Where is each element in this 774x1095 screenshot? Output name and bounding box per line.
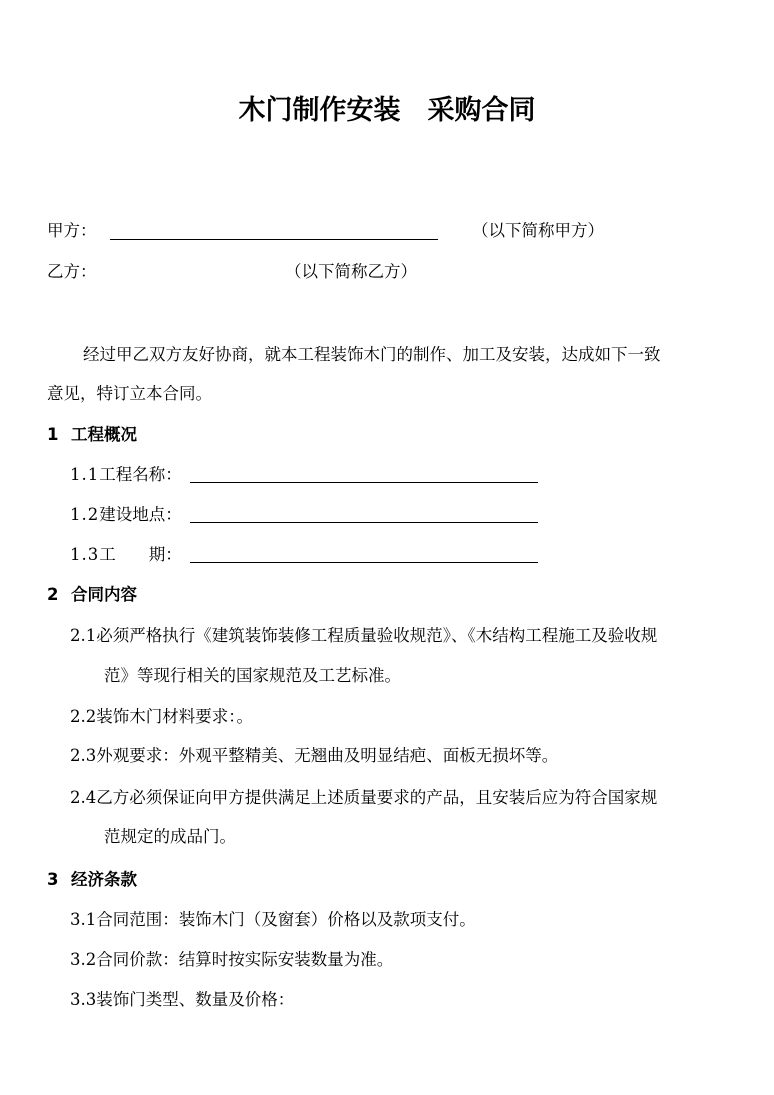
party-a-label: 甲方： (47, 221, 97, 240)
section-3-heading (47, 870, 137, 890)
item-2-3: 2.3外观要求：外观平整精美、无翘曲及明显结疤、面板无损坏等。 (70, 746, 559, 765)
item-1-1-label: 工程名称： (99, 465, 182, 484)
section-2-title: 合同内容 (71, 585, 137, 604)
section-3-title: 经济条款 (71, 870, 137, 889)
item-1-3-label: 工 期： (99, 545, 182, 564)
document-title: 木门制作安装 采购合同 (238, 95, 536, 126)
party-b-note: （以下简称乙方） (285, 262, 417, 281)
item-2-1-line1: 2.1必须严格执行《建筑装饰装修工程质量验收规范》、《木结构工程施工及验收规 (70, 626, 658, 645)
item-2-4-line2: 范规定的成品门。 (104, 827, 236, 846)
item-1-3 (70, 545, 182, 565)
item-1-2 (70, 505, 182, 525)
item-3-1: 3.1合同范围：装饰木门（及窗套）价格以及款项支付。 (70, 910, 476, 929)
party-a-row (47, 221, 97, 241)
item-1-2-blank-line (190, 506, 538, 523)
item-1-2-number: 1.2 (70, 505, 100, 524)
item-1-3-number: 1.3 (70, 545, 100, 564)
item-3-3: 3.3装饰门类型、数量及价格： (70, 990, 295, 1009)
intro-paragraph-line2: 意见，特订立本合同。 (47, 384, 212, 403)
item-1-1 (70, 465, 182, 485)
section-3-number: 3 (47, 870, 59, 889)
item-2-2: 2.2装饰木门材料要求：。 (70, 707, 253, 726)
item-1-3-blank-line (190, 546, 538, 563)
section-2-heading (47, 585, 137, 605)
party-a-blank-line (110, 223, 438, 240)
item-1-1-blank-line (190, 466, 538, 483)
item-3-2: 3.2合同价款：结算时按实际安装数量为准。 (70, 950, 394, 969)
item-2-4-line1: 2.4乙方必须保证向甲方提供满足上述质量要求的产品，且安装后应为符合国家规 (70, 788, 658, 807)
section-1-title: 工程概况 (71, 425, 137, 444)
item-1-2-label: 建设地点： (99, 505, 182, 524)
party-b-label: 乙方： (47, 262, 97, 281)
item-2-1-line2: 范》等现行相关的国家规范及工艺标准。 (104, 666, 401, 685)
item-1-1-number: 1.1 (70, 465, 100, 484)
section-1-heading (47, 425, 137, 445)
section-1-number: 1 (47, 425, 59, 444)
section-2-number: 2 (47, 585, 59, 604)
intro-paragraph-line1: 经过甲乙双方友好协商，就本工程装饰木门的制作、加工及安装，达成如下一致 (83, 345, 661, 364)
party-a-note: （以下简称甲方） (472, 221, 604, 240)
